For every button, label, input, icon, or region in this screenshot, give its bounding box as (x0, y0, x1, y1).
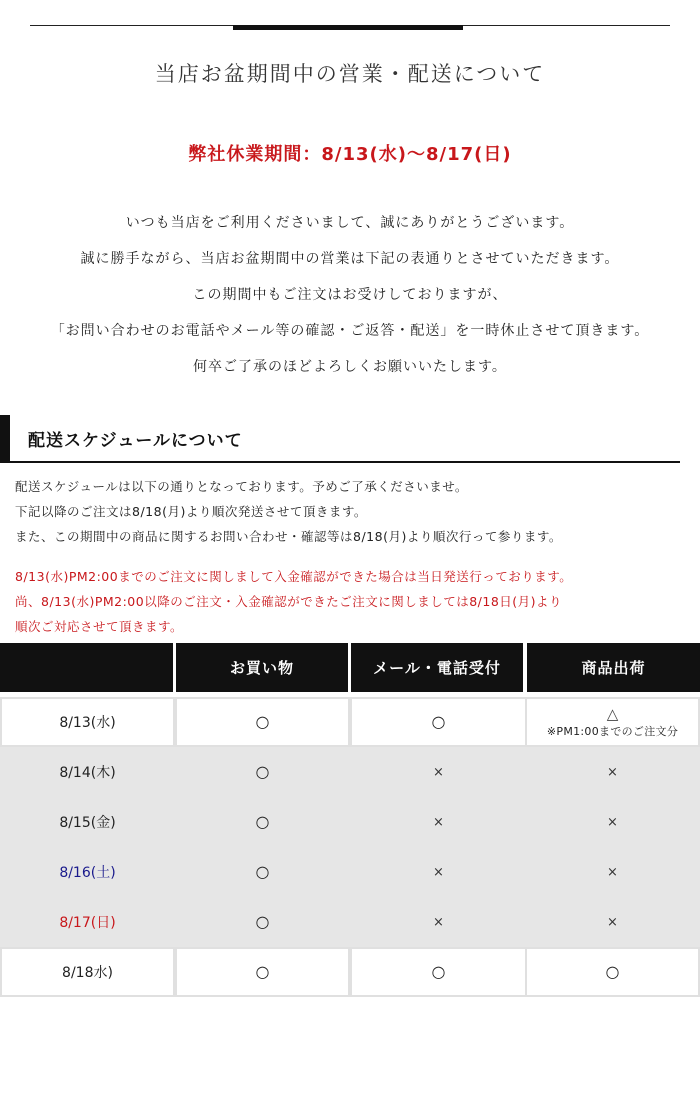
status-mark: × (607, 814, 618, 830)
shipping-cell (525, 947, 700, 997)
status-mark: × (433, 864, 444, 880)
status-mark: ○ (255, 862, 270, 881)
header-cell-shipping: 商品出荷 (527, 643, 700, 692)
header-cell-shopping: お買い物 (176, 643, 348, 692)
intro-text (0, 209, 700, 389)
date-cell (0, 897, 175, 947)
shopping-cell (175, 797, 350, 847)
date-label: 8/13(水) (59, 715, 116, 731)
note-line: また、この期間中の商品に関するお問い合わせ・確認等は8/18(月)より順次行って参ります。 (15, 529, 562, 544)
table-row (0, 947, 700, 997)
status-mark: ○ (605, 962, 620, 981)
contact-cell (350, 747, 527, 797)
shopping-cell (175, 947, 350, 997)
date-cell (0, 947, 175, 997)
important-note-line: 8/13(水)PM2:00までのご注文に関しまして入金確認ができた場合は当日発送行っております。 (15, 569, 573, 584)
date-label: 8/18水) (62, 965, 113, 981)
section-heading-bar (0, 415, 10, 463)
note-line: 下記以降のご注文は8/18(月)より順次発送させて頂きます。 (15, 504, 367, 519)
status-mark: × (607, 864, 618, 880)
table-row (0, 847, 700, 897)
header-cell-date (0, 643, 173, 692)
section-heading-underline (10, 461, 680, 463)
status-mark: × (607, 764, 618, 780)
section-heading-title: 配送スケジュールについて (28, 431, 243, 451)
shipping-cell (525, 797, 700, 847)
contact-cell (350, 897, 527, 947)
top-rule-accent (233, 25, 463, 30)
status-mark: ○ (255, 762, 270, 781)
status-mark: × (433, 914, 444, 930)
shipping-cell (525, 847, 700, 897)
contact-cell (350, 797, 527, 847)
intro-line: 「お問い合わせのお電話やメール等の確認・ご返答・配送」を一時休止させて頂きます。 (50, 323, 650, 339)
intro-line: 誠に勝手ながら、当店お盆期間中の営業は下記の表通りとさせていただきます。 (80, 251, 620, 267)
status-mark: × (433, 814, 444, 830)
status-mark: ○ (431, 962, 446, 981)
schedule-table-header (0, 643, 700, 692)
status-mark: × (607, 914, 618, 930)
contact-cell (350, 847, 527, 897)
important-note-line: 順次ご対応させて頂きます。 (15, 619, 184, 634)
shopping-cell (175, 847, 350, 897)
table-row (0, 747, 700, 797)
schedule-table-body (0, 697, 700, 997)
date-label: 8/14(木) (59, 765, 116, 781)
table-row (0, 697, 700, 747)
status-mark: ○ (255, 912, 270, 931)
section-heading (0, 415, 680, 463)
date-cell (0, 747, 175, 797)
shopping-cell (175, 747, 350, 797)
shipping-note: ※PM1:00までのご注文分 (546, 724, 679, 738)
shipping-cell (525, 697, 700, 747)
intro-line: 何卒ご了承のほどよろしくお願いいたします。 (193, 359, 507, 375)
schedule-notes (15, 477, 562, 552)
contact-cell (350, 697, 527, 747)
status-mark: ○ (431, 712, 446, 731)
shopping-cell (175, 897, 350, 947)
date-cell (0, 697, 175, 747)
important-notes (15, 567, 572, 642)
date-label: 8/16(土) (59, 865, 116, 881)
page-title: 当店お盆期間中の営業・配送について (154, 62, 546, 86)
header-cell-contact: メール・電話受付 (351, 643, 523, 692)
status-mark: × (433, 764, 444, 780)
shipping-cell (525, 747, 700, 797)
status-mark: ○ (255, 962, 270, 981)
date-cell (0, 847, 175, 897)
table-row (0, 897, 700, 947)
shopping-cell (175, 697, 350, 747)
important-note-line: 尚、8/13(水)PM2:00以降のご注文・入金確認ができたご注文に関しましては8/18日(月)より (15, 594, 563, 609)
intro-line: いつも当店をご利用くださいまして、誠にありがとうございます。 (125, 215, 575, 231)
shipping-cell (525, 897, 700, 947)
table-row (0, 797, 700, 847)
date-label: 8/15(金) (59, 815, 116, 831)
intro-line: この期間中もご注文はお受けしておりますが、 (192, 287, 508, 303)
closure-period: 弊社休業期間：8/13(水)～8/17(日) (188, 144, 512, 165)
date-cell (0, 797, 175, 847)
contact-cell (350, 947, 527, 997)
status-mark: ○ (255, 712, 270, 731)
date-label: 8/17(日) (59, 915, 116, 931)
status-mark: △ (606, 704, 619, 723)
status-mark: ○ (255, 812, 270, 831)
note-line: 配送スケジュールは以下の通りとなっております。予めご了承くださいませ。 (15, 479, 468, 494)
